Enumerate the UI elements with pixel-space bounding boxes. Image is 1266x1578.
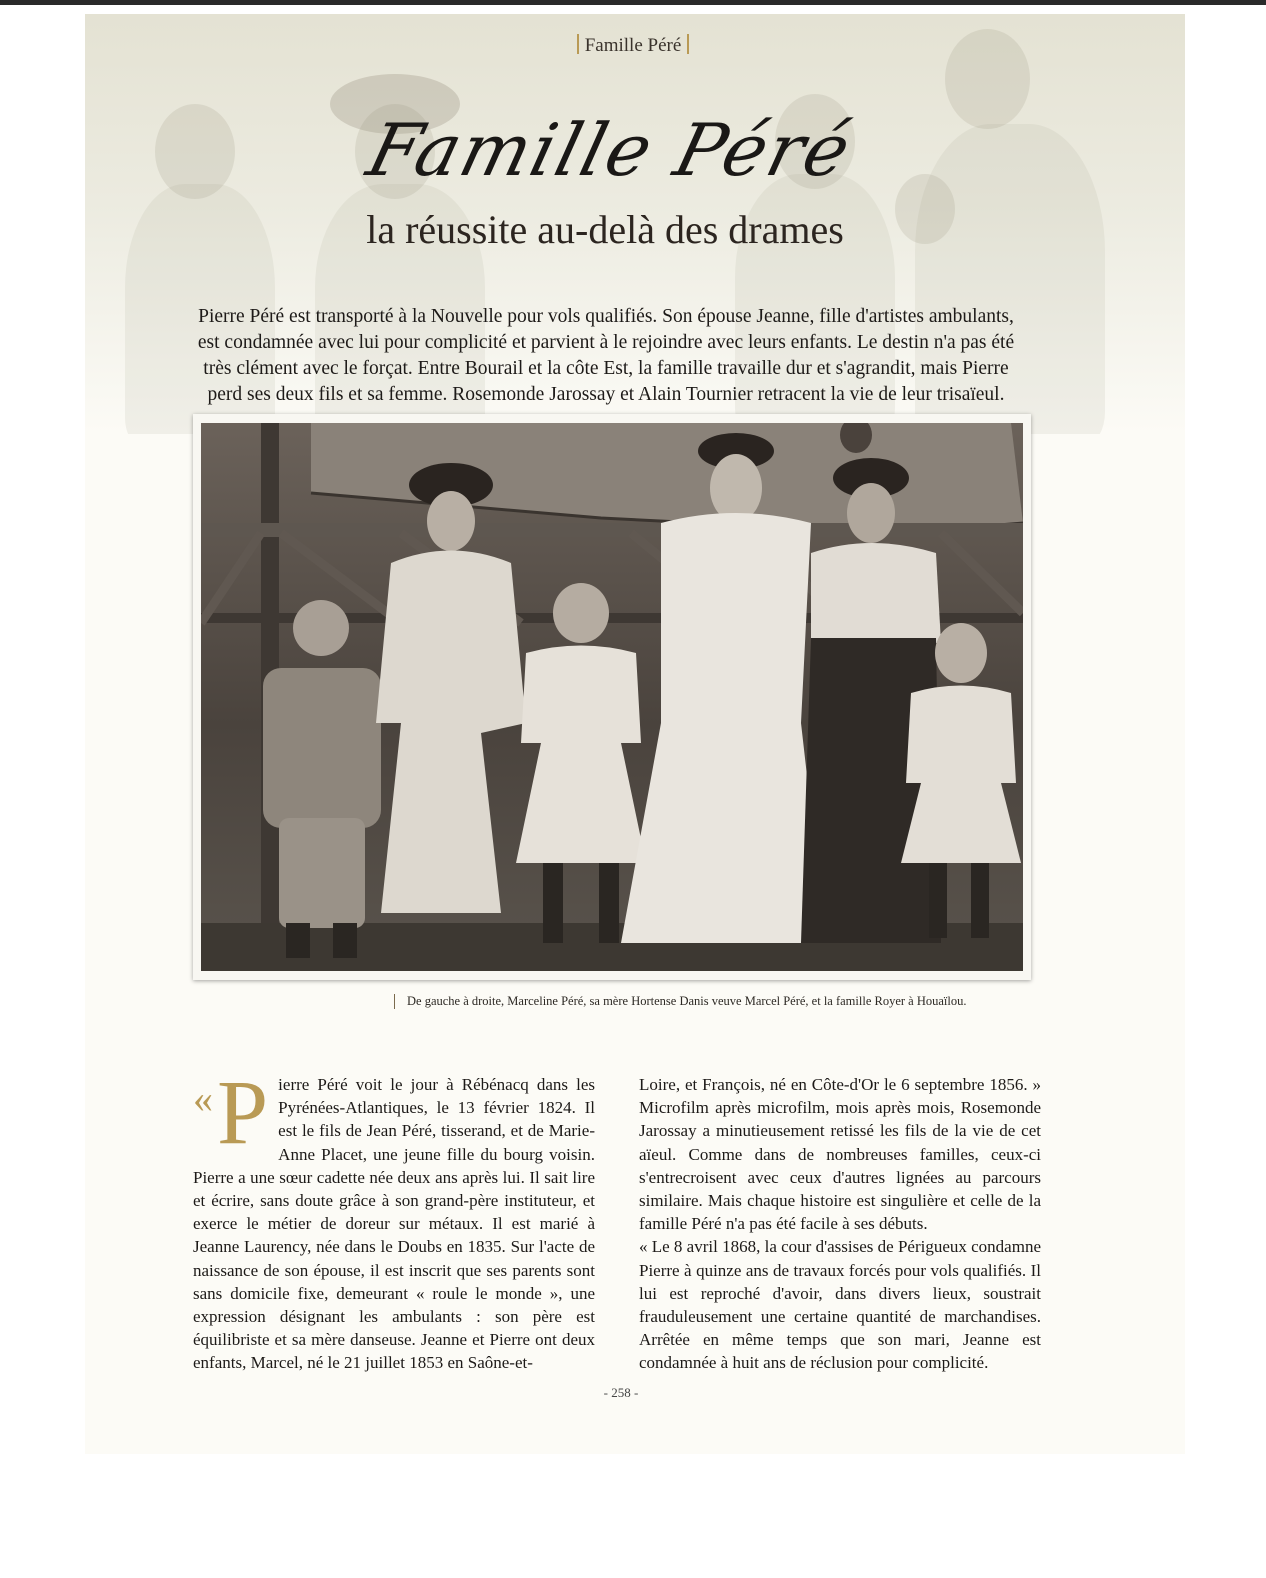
article-paragraph-3: « Le 8 avril 1868, la cour d'assises de Périgueux condamne Pierre à quinze ans de travaux forcés pour vols qualifiés. Il lui est reproché d'avoir, dans divers lieux, soustrait frauduleusement une certaine quantité de marchandises. Arrêtée en même temps que son mari, Jeanne est condamnée à huit ans de réclusion pour complicité. (639, 1237, 1041, 1373)
article-column-1 (193, 1061, 595, 1375)
script-title: Famille Péré (359, 108, 861, 192)
family-photo-frame (193, 414, 1031, 980)
dropcap-block (193, 1061, 269, 1163)
running-head-text: Famille Péré (584, 35, 682, 56)
subtitle: la réussite au-delà des drames (366, 207, 844, 252)
article-column-2 (639, 1073, 1041, 1375)
running-head-bar-left (577, 34, 579, 54)
article-paragraph-1: ierre Péré voit le jour à Rébénacq dans les Pyrénées-Atlantiques, le 13 février 1824. Il est le fils de Jean Péré, tisserand, et de Marie-Anne Placet, une jeune fille du bourg voisin. Pierre a une sœur cadette née deux ans après lui. Il sait lire et écrire, sans doute grâce à son grand-père instituteur, et exerce le métier de doreur sur métaux. Il est marié à Jeanne Laurency, née dans le Doubs en 1835. Sur l'acte de naissance de son épouse, il est inscrit que ses parents sont sans domicile fixe, demeurant « roule le monde », une expression désignant les ambulants : son père est équilibriste et sa mère danseuse. Jeanne et Pierre ont deux enfants, Marcel, né le 21 juillet 1853 en Saône-et- (193, 1075, 595, 1373)
photo-caption: De gauche à droite, Marceline Péré, sa mère Hortense Danis veuve Marcel Péré, et la famille Royer à Houaïlou. (394, 994, 1067, 1009)
scan-top-edge (0, 0, 1266, 5)
opening-quote-mark: « (193, 1076, 213, 1121)
family-photo (201, 423, 1023, 971)
page-number: - 258 - (603, 1385, 639, 1400)
running-head (0, 34, 1266, 57)
dropcap-letter: P (217, 1061, 269, 1163)
article-paragraph-2: Loire, et François, né en Côte-d'Or le 6 septembre 1856. » Microfilm après microfilm, mois après mois, Rosemonde Jarossay a minutieusement retissé les fils de la vie de cet aïeul. Comme dans de nombreuses familles, ceux-ci s'entrecroisent avec ceux d'autres lignées au parcours similaire. Mais chaque histoire est singulière et celle de la famille Péré n'a pas été facile à ses débuts. (639, 1075, 1041, 1234)
running-head-bar-right (687, 34, 689, 54)
intro-paragraph: Pierre Péré est transporté à la Nouvelle pour vols qualifiés. Son épouse Jeanne, fille d'artistes ambulants, est condamnée avec lui pour complicité et parvient à le rejoindre avec leurs enfants. Le destin n'a pas été très clément avec le forçat. Entre Bourail et la côte Est, la famille travaille dur et s'agrandit, mais Pierre perd ses deux fils et sa femme. Rosemonde Jarossay et Alain Tournier retracent la vie de leur trisaïeul. (197, 305, 1015, 405)
